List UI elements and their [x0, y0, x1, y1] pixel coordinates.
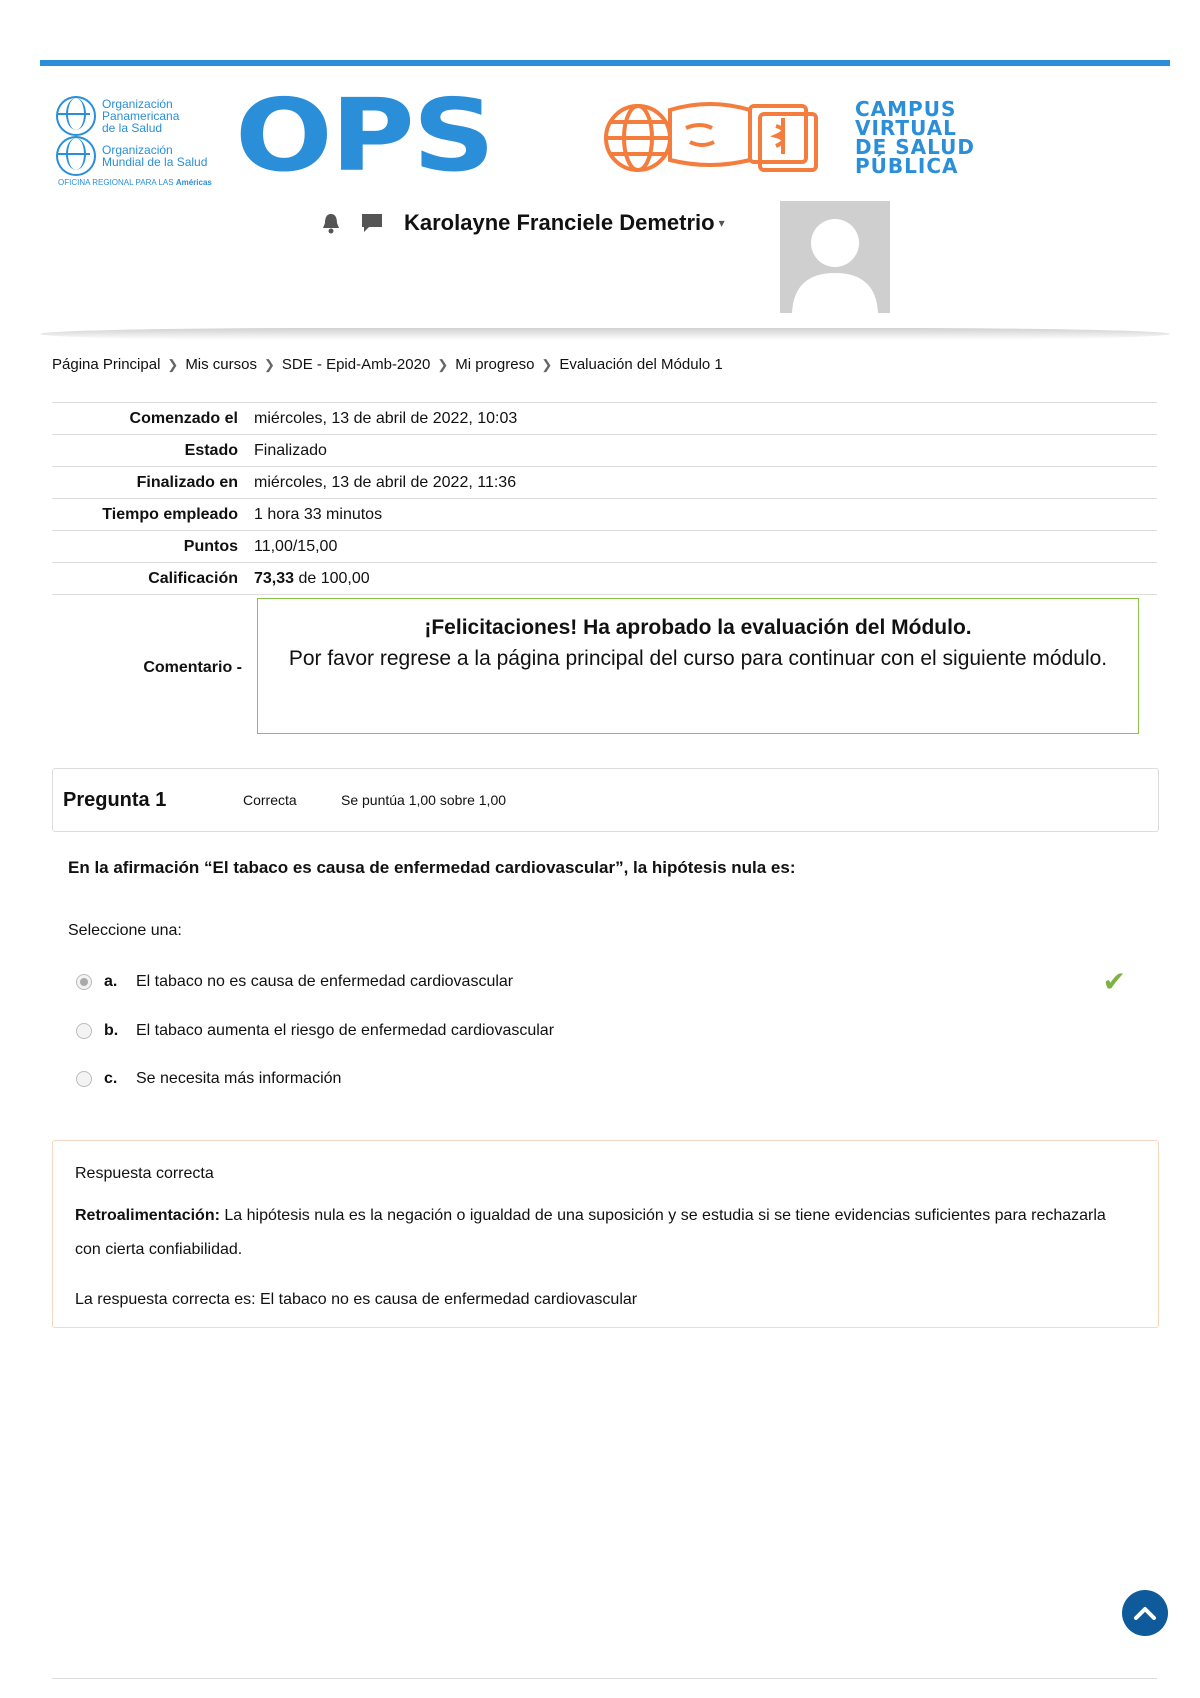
summary-label: Puntos [52, 531, 252, 563]
quiz-summary-table [52, 402, 1157, 595]
summary-label: Comenzado el [52, 403, 252, 435]
who-globe-icon [56, 136, 96, 176]
summary-value: miércoles, 13 de abril de 2022, 11:36 [252, 467, 1157, 499]
summary-row [52, 467, 1157, 499]
answer-letter: b. [104, 1022, 119, 1039]
site-header [40, 66, 1170, 336]
answer-option-b [76, 1016, 1136, 1046]
paho-globe-icon [56, 96, 96, 136]
radio-button[interactable] [76, 1023, 92, 1039]
chevron-right-icon: ❯ [437, 356, 449, 372]
summary-value: Finalizado [252, 435, 1157, 467]
ops-logo[interactable]: OPS [235, 77, 493, 194]
campus-virtual-title[interactable]: CAMPUS VIRTUAL DE SALUD PÚBLICA [855, 97, 975, 178]
scroll-to-top-button[interactable] [1122, 1590, 1168, 1636]
summary-value: 11,00/15,00 [252, 531, 1157, 563]
summary-value: 73,33 de 100,00 [252, 563, 1157, 595]
feedback-retro: Retroalimentación: La hipótesis nula es la negación o igualdad de una suposición y se estudia si se tiene evidencias suficientes para rechazarla con cierta confiabilidad. [75, 1207, 1106, 1258]
feedback-box [52, 1140, 1159, 1328]
user-name[interactable]: Karolayne Franciele Demetrio [404, 210, 715, 235]
avatar[interactable] [780, 201, 890, 313]
breadcrumb-progress[interactable]: Mi progreso [455, 356, 535, 373]
radio-button[interactable] [76, 1071, 92, 1087]
summary-row [52, 403, 1157, 435]
check-icon: ✔ [1102, 966, 1126, 997]
comment-row [52, 598, 1157, 738]
answer-text: El tabaco aumenta el riesgo de enfermedad cardiovascular [136, 1022, 555, 1039]
paho-name-line-3: de la Salud [102, 121, 163, 135]
summary-row [52, 499, 1157, 531]
summary-value: miércoles, 13 de abril de 2022, 10:03 [252, 403, 1157, 435]
question-text: En la afirmación “El tabaco es causa de enfermedad cardiovascular”, la hipótesis nula es: [68, 858, 796, 877]
user-avatar-icon [780, 201, 890, 313]
who-name-line-2: Mundial de la Salud [102, 155, 208, 169]
summary-row [52, 563, 1157, 595]
breadcrumb-home[interactable]: Página Principal [52, 356, 161, 373]
chevron-up-icon [1133, 1605, 1157, 1621]
chevron-right-icon: ❯ [541, 356, 553, 372]
regional-office-text: OFICINA REGIONAL PARA LAS Américas [58, 178, 212, 187]
answer-text: Se necesita más información [136, 1070, 342, 1087]
question-number: Pregunta 1 [63, 788, 167, 811]
answer-option-a [76, 967, 1136, 997]
user-bar [320, 203, 725, 243]
feedback-correct-answer: La respuesta correcta es: El tabaco no es causa de enfermedad cardiovascular [75, 1291, 638, 1308]
answer-prompt: Seleccione una: [68, 922, 182, 939]
question-info-box [52, 768, 1159, 832]
summary-row [52, 531, 1157, 563]
comment-body: Por favor regrese a la página principal del curso para continuar con el siguiente módulo. [288, 647, 1108, 670]
chevron-right-icon: ❯ [167, 356, 179, 372]
summary-label: Tiempo empleado [52, 499, 252, 531]
answer-letter: a. [104, 973, 118, 990]
radio-button[interactable] [76, 974, 92, 990]
answer-text: El tabaco no es causa de enfermedad cardiovascular [136, 973, 514, 990]
comment-box [257, 598, 1139, 734]
comment-title: ¡Felicitaciones! Ha aprobado la evaluación del Módulo. [424, 616, 972, 639]
header-divider [40, 328, 1170, 340]
chevron-down-icon[interactable]: ▾ [718, 216, 725, 230]
question-state: Correcta [243, 792, 297, 808]
paho-name-line-2: Panamericana [102, 109, 180, 123]
summary-label: Calificación [52, 563, 252, 595]
campus-logo-art-icon [600, 98, 830, 176]
bell-icon[interactable] [320, 212, 342, 234]
breadcrumb-my-courses[interactable]: Mis cursos [185, 356, 257, 373]
question-grade: Se puntúa 1,00 sobre 1,00 [341, 792, 507, 808]
breadcrumb [52, 356, 723, 373]
breadcrumb-course[interactable]: SDE - Epid-Amb-2020 [281, 356, 431, 373]
summary-label: Estado [52, 435, 252, 467]
footer-divider [52, 1678, 1157, 1679]
comment-label: Comentario - [143, 659, 242, 676]
message-icon[interactable] [360, 212, 384, 234]
summary-row [52, 435, 1157, 467]
chevron-right-icon: ❯ [264, 356, 275, 372]
feedback-heading: Respuesta correcta [75, 1165, 214, 1182]
paho-name-line-1: Organización [102, 97, 173, 111]
breadcrumb-current[interactable]: Evaluación del Módulo 1 [559, 356, 723, 373]
summary-label: Finalizado en [52, 467, 252, 499]
answer-letter: c. [104, 1070, 118, 1087]
summary-value: 1 hora 33 minutos [252, 499, 1157, 531]
who-name-line-1: Organización [102, 143, 173, 157]
answer-option-c [76, 1064, 1136, 1094]
